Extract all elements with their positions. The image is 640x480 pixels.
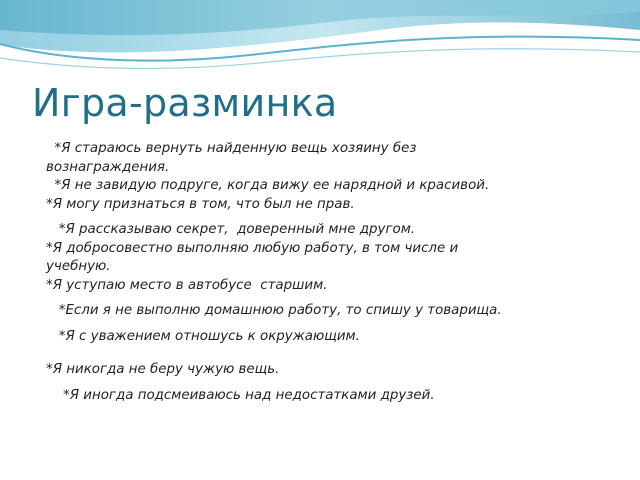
body-line: *Я рассказываю секрет, доверенный мне другом. [46,222,416,237]
body-line: *Я могу признаться в том, что был не прав. [46,196,355,212]
body-line: *Я добросовестно выполняю любую работу, в том числе и [46,240,459,256]
body-line: *Я стараюсь вернуть найденную вещь хозяину без [46,141,417,156]
body-line: *Если я не выполню домашнюю работу, то спишу у товарища. [46,303,502,318]
slide-body [46,140,606,405]
body-line: *Я иногда подсмеиваюсь над недостатками друзей. [46,387,435,403]
body-line: *Я не завидую подруге, когда вижу ее нарядной и красивой. [46,178,490,193]
slide-title: Игра-разминка [32,81,338,125]
decorative-waves [0,0,640,80]
body-line: *Я с уважением отношусь к окружающим. [46,328,360,344]
body-line: вознаграждения. [46,159,170,175]
body-line: учебную. [46,259,111,274]
body-line: *Я никогда не беру чужую вещь. [46,362,280,377]
spacer [46,346,606,361]
body-line: *Я уступаю место в автобусе старшим. [46,277,328,293]
